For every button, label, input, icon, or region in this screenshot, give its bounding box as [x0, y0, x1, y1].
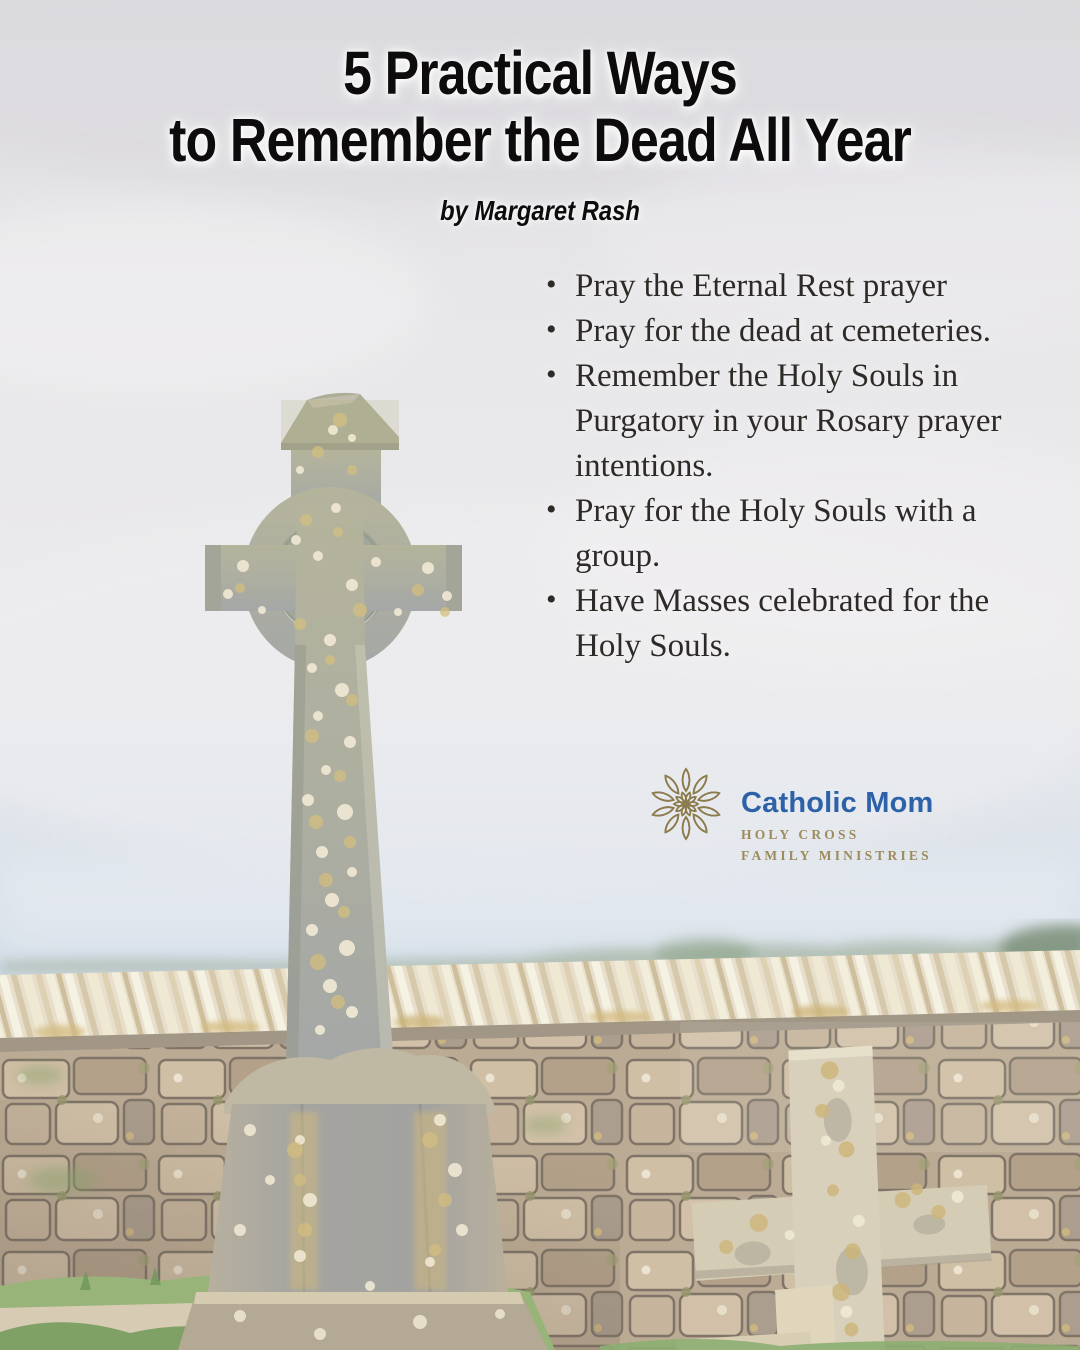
list-item-text: Pray the Eternal Rest prayer — [575, 268, 948, 304]
list-item-text: Pray for the dead at cemeteries. — [575, 313, 991, 349]
catholic-mom-logo — [644, 762, 934, 862]
title-line-1: 5 Practical Ways — [343, 39, 737, 107]
brand-name: Catholic Mom — [741, 787, 934, 819]
list-item — [541, 489, 1009, 579]
bullet-dot: • — [546, 358, 557, 391]
practices-list — [541, 264, 1009, 669]
list-item — [541, 309, 1009, 354]
list-item-text: Have Masses celebrated for the Holy Souls. — [575, 583, 990, 664]
list-item — [541, 264, 1009, 309]
list-item — [541, 579, 1009, 669]
org-line-2: FAMILY MINISTRIES — [741, 847, 932, 863]
page-title — [81, 40, 999, 174]
list-item — [541, 354, 1009, 489]
wreath-logo-icon — [644, 762, 728, 846]
title-block — [81, 40, 999, 227]
org-line-1: HOLY CROSS — [741, 827, 860, 842]
bullet-dot: • — [546, 493, 557, 526]
bullet-dot: • — [546, 313, 557, 346]
list-item-text: Remember the Holy Souls in Purgatory in your Rosary prayer intentions. — [575, 358, 1002, 484]
title-line-2: to Remember the Dead All Year — [169, 106, 911, 175]
bullet-dot: • — [546, 268, 557, 301]
list-item-text: Pray for the Holy Souls with a group. — [575, 493, 977, 574]
bullet-dot: • — [546, 583, 557, 616]
bullet-list — [541, 264, 1009, 669]
byline: by Margaret Rash — [440, 195, 640, 227]
logo-text — [741, 762, 934, 862]
